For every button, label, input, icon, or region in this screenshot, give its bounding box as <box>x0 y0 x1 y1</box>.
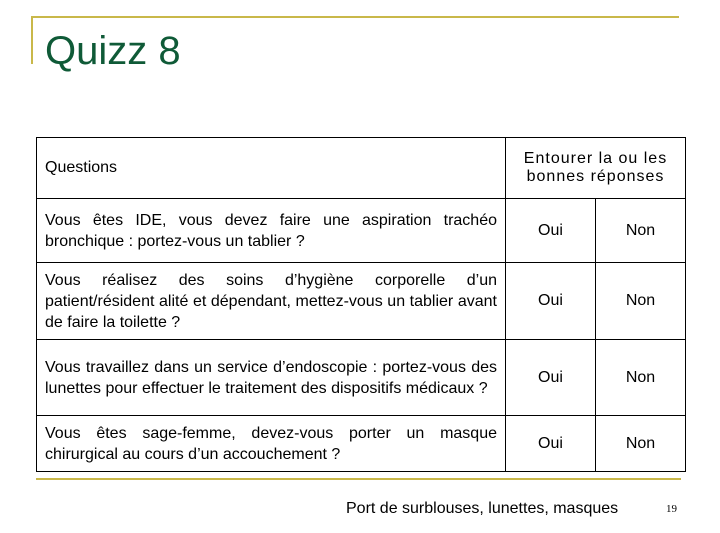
answer-yes-label[interactable]: Oui <box>538 434 563 452</box>
table-row <box>37 416 686 472</box>
answer-yes-3[interactable] <box>506 340 596 416</box>
question-3: Vous travaillez dans un service d’endoscopie : portez-vous des lunettes pour effectuer le traitement des dispositifs médicaux ? <box>37 340 506 416</box>
answer-no-label[interactable]: Non <box>625 434 656 452</box>
table-row <box>37 199 686 263</box>
answer-no-4[interactable] <box>596 416 686 472</box>
answer-no-label[interactable]: Non <box>625 292 656 309</box>
answer-yes-label[interactable]: Oui <box>538 292 563 309</box>
answer-yes-4[interactable] <box>506 416 596 472</box>
slide-title: Quizz 8 <box>45 29 181 73</box>
slide-number: 19 <box>666 503 677 515</box>
table-header-row <box>37 138 686 199</box>
table-row <box>37 340 686 416</box>
decorative-top-rule <box>31 16 679 18</box>
answer-yes-2[interactable] <box>506 263 596 340</box>
question-1: Vous êtes IDE, vous devez faire une aspiration trachéo bronchique : portez-vous un tablier ? <box>37 199 506 263</box>
answer-no-1[interactable] <box>596 199 686 263</box>
answer-no-2[interactable] <box>596 263 686 340</box>
quiz-table <box>36 137 686 472</box>
answer-no-label[interactable]: Non <box>625 368 656 386</box>
answer-no-label[interactable]: Non <box>625 221 656 239</box>
answer-yes-label[interactable]: Oui <box>538 221 563 239</box>
header-questions: Questions <box>37 138 506 199</box>
answer-footnote: Port de surblouses, lunettes, masques <box>346 500 619 517</box>
answer-no-3[interactable] <box>596 340 686 416</box>
question-4: Vous êtes sage-femme, devez-vous porter un masque chirurgical au cours d’un accouchement ? <box>37 416 506 472</box>
decorative-vertical-rule <box>31 16 33 64</box>
answer-yes-label[interactable]: Oui <box>538 368 563 386</box>
decorative-bottom-rule <box>36 478 681 480</box>
answer-yes-1[interactable] <box>506 199 596 263</box>
question-2: Vous réalisez des soins d’hygiène corporelle d’un patient/résident alité et dépendant, mettez-vous un tablier avant de faire la toilette ? <box>37 263 506 340</box>
header-answers: Entourer la ou les bonnes réponses <box>506 138 686 199</box>
table-row <box>37 263 686 340</box>
